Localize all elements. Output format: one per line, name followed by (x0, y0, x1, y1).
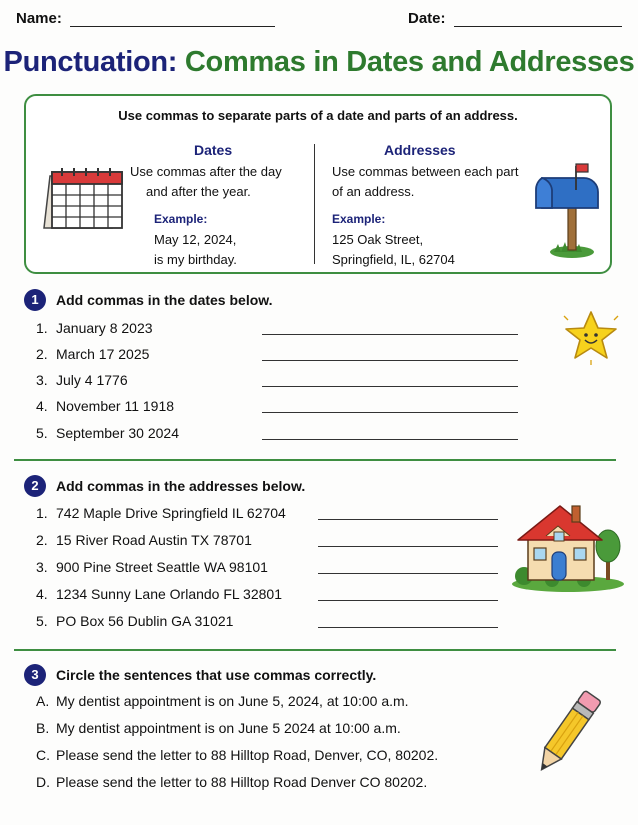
list-item (36, 346, 149, 362)
section-divider-1 (14, 459, 616, 461)
list-item (36, 398, 174, 414)
addresses-example-line1: 125 Oak Street, (332, 232, 424, 247)
item-number: 5. (36, 613, 48, 629)
answer-line[interactable] (318, 546, 498, 547)
item-text: Please send the letter to 88 Hilltop Road Denver CO 80202. (56, 774, 428, 790)
item-text: PO Box 56 Dublin GA 31021 (56, 613, 234, 629)
page-title (0, 46, 638, 79)
item-text: 1234 Sunny Lane Orlando FL 32801 (56, 586, 282, 602)
section1-badge: 1 (24, 289, 46, 311)
item-number: 3. (36, 372, 48, 388)
title-part2: Commas in Dates and Addresses (184, 46, 635, 78)
pencil-icon (526, 684, 610, 780)
list-item (36, 586, 282, 602)
item-text: 742 Maple Drive Springfield IL 62704 (56, 505, 286, 521)
column-divider (314, 144, 315, 264)
list-item (36, 425, 179, 441)
list-item[interactable] (36, 774, 427, 790)
section3-title: Circle the sentences that use commas correctly. (56, 667, 377, 683)
rules-intro: Use commas to separate parts of a date and parts of an address. (118, 108, 518, 123)
answer-line[interactable] (262, 360, 518, 361)
answer-line[interactable] (318, 600, 498, 601)
item-text: 15 River Road Austin TX 78701 (56, 532, 252, 548)
list-item[interactable] (36, 693, 409, 709)
house-icon (510, 500, 630, 594)
list-item (36, 613, 233, 629)
list-item (36, 372, 128, 388)
dates-example-label: Example: (154, 212, 208, 226)
section3-badge: 3 (24, 664, 46, 686)
date-field (408, 10, 622, 27)
section-divider-2 (14, 649, 616, 651)
name-label: Name: (16, 10, 62, 27)
item-text: January 8 2023 (56, 320, 153, 336)
section1-title: Add commas in the dates below. (56, 292, 273, 308)
item-text: July 4 1776 (56, 372, 128, 388)
addresses-rule-line2: of an address. (332, 184, 415, 199)
answer-line[interactable] (262, 334, 518, 335)
answer-line[interactable] (318, 627, 498, 628)
item-letter: B. (36, 720, 50, 736)
calendar-icon (40, 162, 126, 234)
dates-example-line1: May 12, 2024, (154, 232, 237, 247)
addresses-example-label: Example: (332, 212, 386, 226)
answer-line[interactable] (318, 519, 498, 520)
section2-title: Add commas in the addresses below. (56, 478, 306, 494)
list-item[interactable] (36, 747, 438, 763)
list-item (36, 559, 268, 575)
item-number: 3. (36, 559, 48, 575)
name-field (16, 10, 275, 27)
item-number: 1. (36, 505, 48, 521)
item-text: March 17 2025 (56, 346, 150, 362)
item-number: 2. (36, 346, 48, 362)
answer-line[interactable] (262, 386, 518, 387)
dates-example-line2: is my birthday. (154, 252, 237, 267)
answer-line[interactable] (318, 573, 498, 574)
addresses-heading: Addresses (384, 142, 456, 158)
list-item (36, 532, 252, 548)
item-number: 4. (36, 586, 48, 602)
item-text: September 30 2024 (56, 425, 179, 441)
item-number: 1. (36, 320, 48, 336)
list-item[interactable] (36, 720, 401, 736)
item-text: Please send the letter to 88 Hilltop Road, Denver, CO, 80202. (56, 747, 439, 763)
item-text: My dentist appointment is on June 5, 2024, at 10:00 a.m. (56, 693, 409, 709)
item-letter: A. (36, 693, 50, 709)
name-line[interactable] (70, 12, 275, 27)
title-part1: Punctuation: (3, 46, 178, 78)
item-number: 5. (36, 425, 48, 441)
list-item (36, 505, 286, 521)
mailbox-icon (534, 160, 606, 260)
item-text: November 11 1918 (56, 398, 175, 414)
item-text: 900 Pine Street Seattle WA 98101 (56, 559, 268, 575)
item-text: My dentist appointment is on June 5 2024 at 10:00 a.m. (56, 720, 401, 736)
item-letter: D. (36, 774, 50, 790)
item-number: 2. (36, 532, 48, 548)
item-letter: C. (36, 747, 50, 763)
dates-heading: Dates (194, 142, 233, 158)
date-line[interactable] (454, 12, 622, 27)
item-number: 4. (36, 398, 48, 414)
answer-line[interactable] (262, 439, 518, 440)
dates-rule-line1: Use commas after the day (130, 164, 282, 179)
date-label: Date: (408, 10, 446, 27)
addresses-example-line2: Springfield, IL, 62704 (332, 252, 455, 267)
rules-box (24, 94, 612, 274)
section2-badge: 2 (24, 475, 46, 497)
star-icon (560, 308, 622, 366)
dates-rule-line2: and after the year. (146, 184, 251, 199)
list-item (36, 320, 153, 336)
addresses-rule-line1: Use commas between each part (332, 164, 519, 179)
answer-line[interactable] (262, 412, 518, 413)
